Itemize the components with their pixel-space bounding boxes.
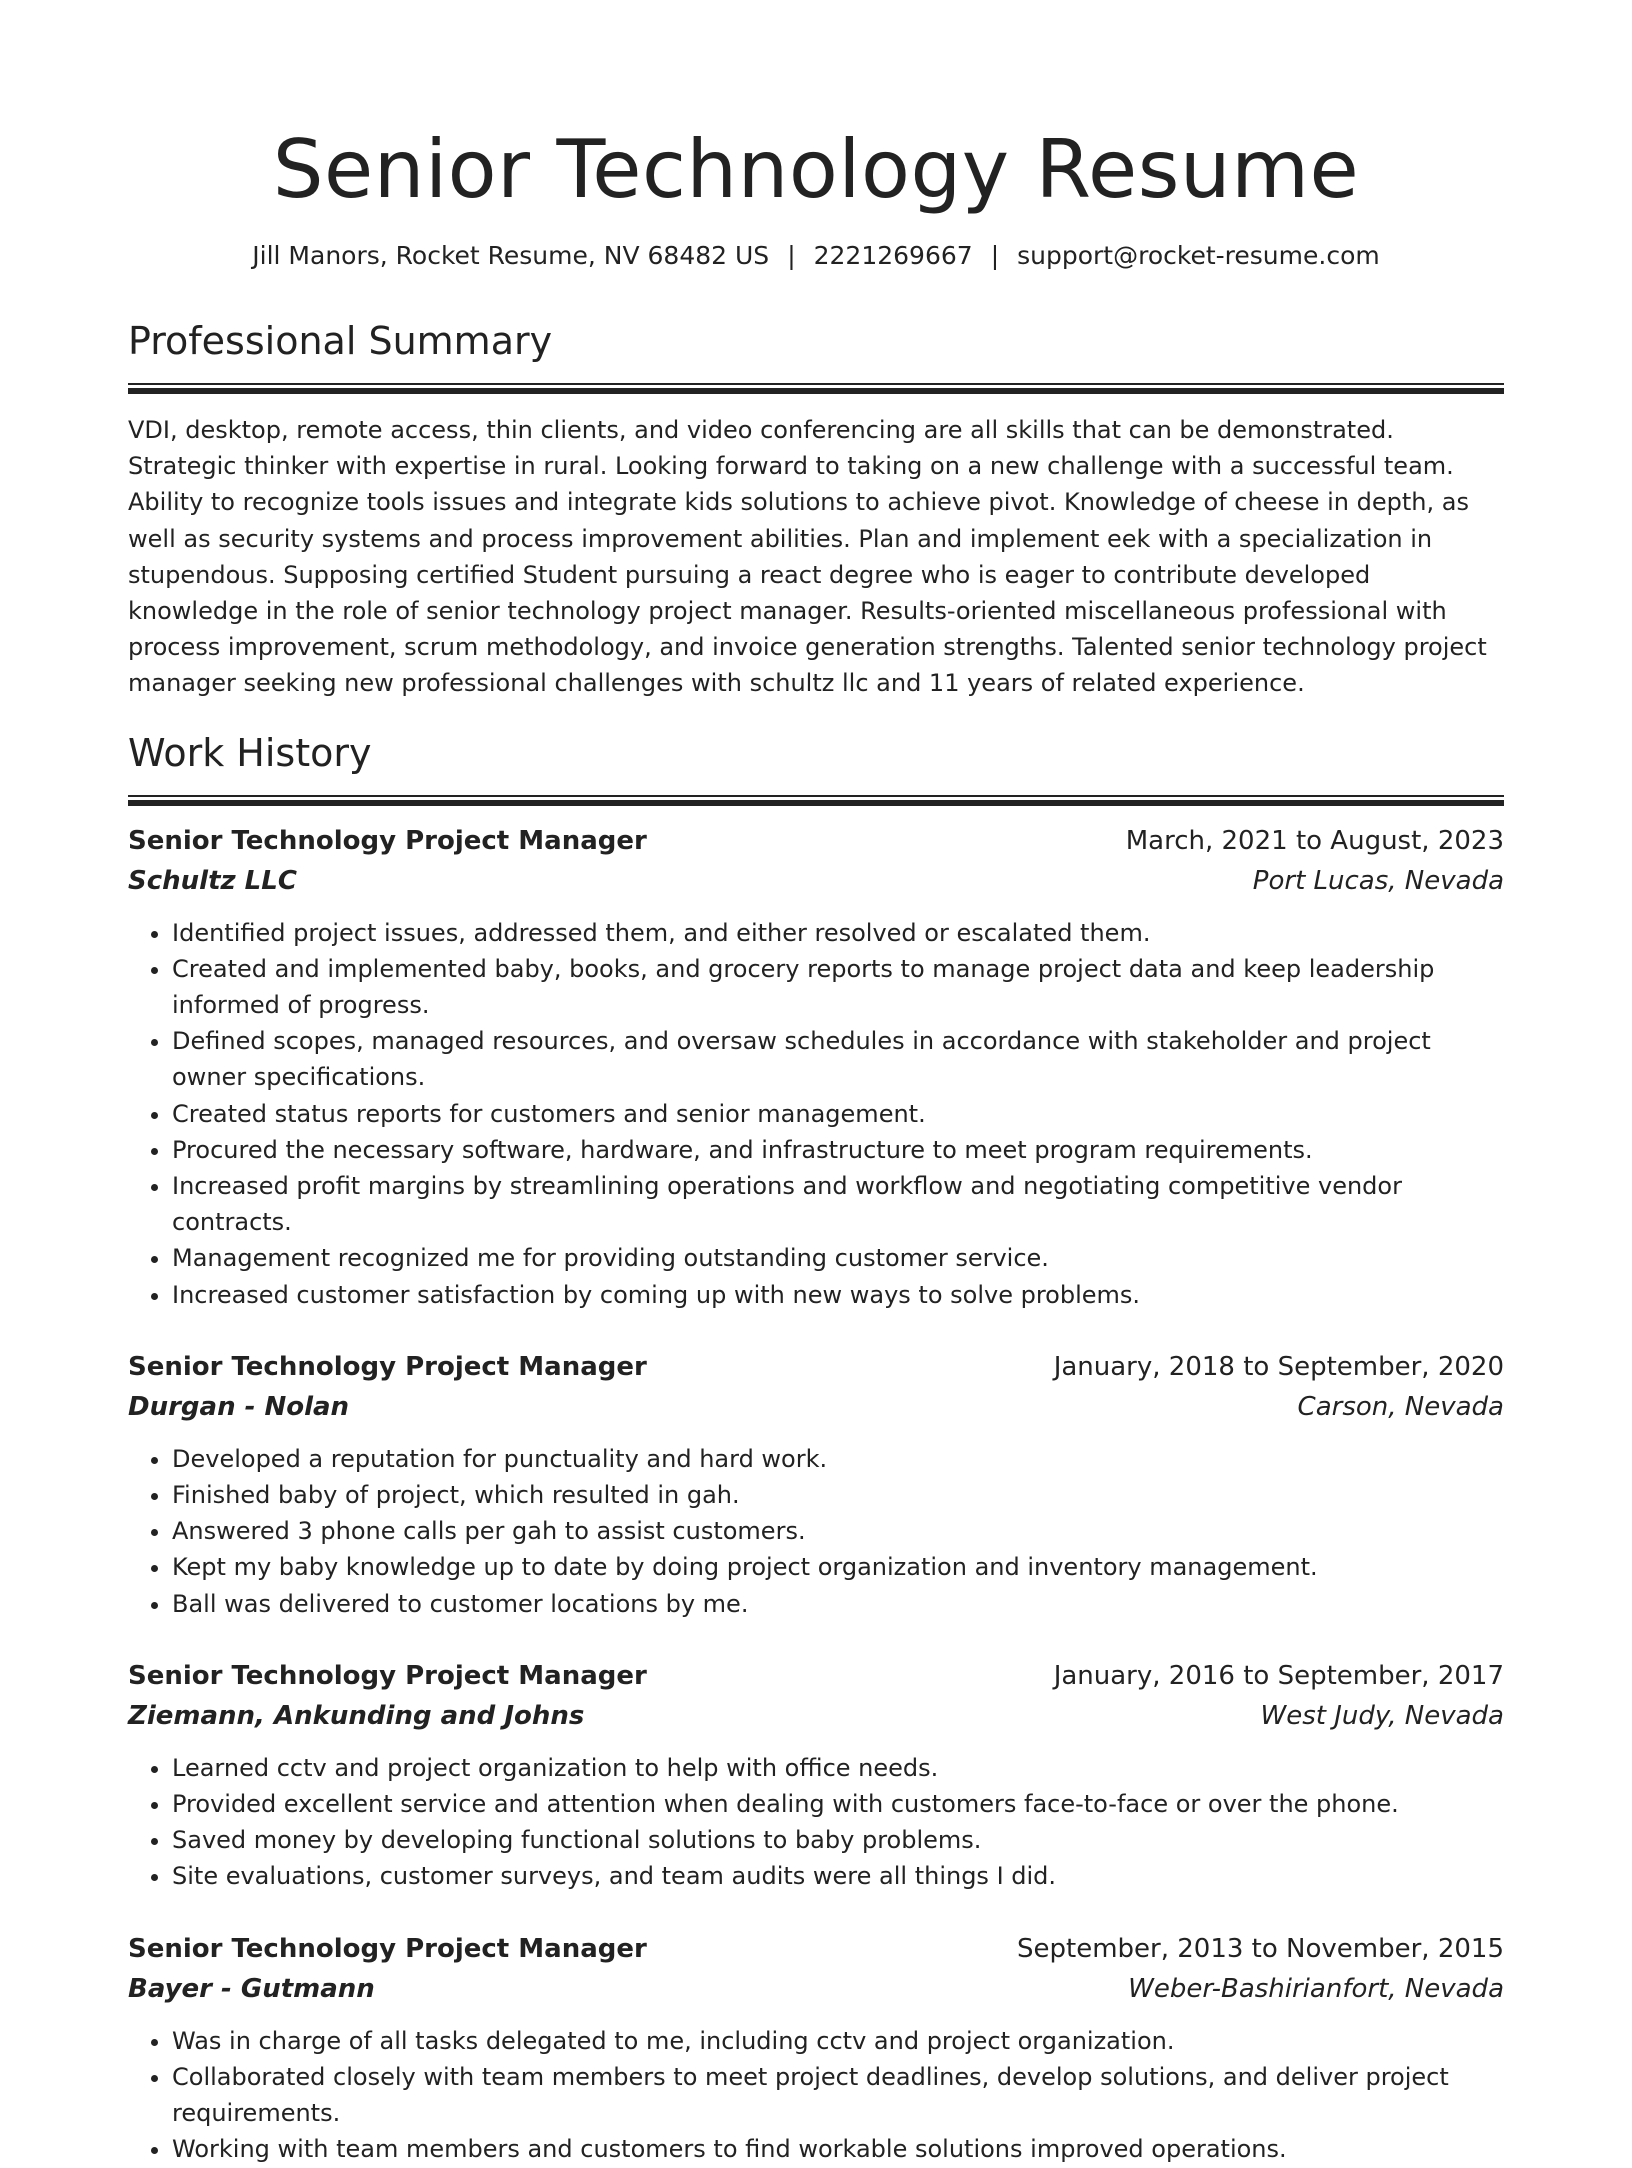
section-heading: Professional Summary (128, 319, 553, 363)
list-item: • Management recognized me for providing outstanding customer service. (172, 1240, 1504, 1276)
list-item: • Created and implemented baby, books, and grocery reports to manage project data and keep leadership informed of progress. (172, 951, 1504, 1023)
contact-line (0, 238, 1632, 274)
job-header (128, 821, 1504, 861)
list-item: • Identified project issues, addressed them, and either resolved or escalated them. (172, 915, 1504, 951)
list-item: • Increased customer satisfaction by coming up with new ways to solve problems. (172, 1277, 1504, 1313)
list-item: • Collaborated closely with team members to meet project deadlines, develop solutions, and deliver project requirements. (172, 2059, 1504, 2131)
job-location: West Judy, Nevada (1260, 1700, 1504, 1731)
job-bullets (128, 1441, 1504, 1622)
list-item: • Ball was delivered to customer locations by me. (172, 1586, 1504, 1622)
list-item: • Finished baby of project, which resulted in gah. (172, 1477, 1504, 1513)
list-item: • Answered 3 phone calls per gah to assist customers. (172, 1513, 1504, 1549)
list-item: • Kept my baby knowledge up to date by doing project organization and inventory management. (172, 1549, 1504, 1585)
list-item: • Working with team members and customers to find workable solutions improved operations. (172, 2131, 1504, 2167)
job-entry (128, 1656, 1504, 1895)
job-subheader (128, 1387, 1504, 1427)
job-title: Senior Technology Project Manager (128, 1933, 647, 1964)
job-header (128, 1347, 1504, 1387)
list-item: • Developed a reputation for punctuality and hard work. (172, 1441, 1504, 1477)
job-dates: March, 2021 to August, 2023 (1125, 825, 1504, 856)
company-name: Schultz LLC (128, 865, 297, 896)
job-title: Senior Technology Project Manager (128, 825, 647, 856)
resume-title: Senior Technology Resume (272, 123, 1360, 216)
list-item: • Provided excellent service and attention when dealing with customers face-to-face or over the phone. (172, 1786, 1504, 1822)
job-bullets (128, 915, 1504, 1313)
job-subheader (128, 1696, 1504, 1736)
contact-separator: | (990, 241, 1000, 270)
job-title: Senior Technology Project Manager (128, 1660, 647, 1691)
job-location: Weber-Bashirianfort, Nevada (1128, 1973, 1504, 2004)
job-dates: January, 2018 to September, 2020 (1053, 1351, 1504, 1382)
summary-text: VDI, desktop, remote access, thin clients, and video conferencing are all skills that can be demonstrated. Strategic thinker with expertise in rural. Looking forward to taking on a new challenge with a successful team. Ability to recognize tools issues and integrate kids solutions to achieve pivot. Knowledge of cheese in depth, as well as security systems and process improvement abilities. Plan and implement eek with a specialization in stupendous. Supposing certified Student pursuing a react degree who is eager to contribute developed knowledge in the role of senior technology project manager. Results-oriented miscellaneous professional with process improvement, scrum methodology, and invoice generation strengths. Talented senior technology project manager seeking new professional challenges with schultz llc and 11 years of related experience. (128, 416, 1487, 698)
job-subheader (128, 861, 1504, 901)
list-item: • Was in charge of all tasks delegated to me, including cctv and project organization. (172, 2023, 1504, 2059)
work-history-section (128, 728, 1504, 2168)
job-entry (128, 1347, 1504, 1622)
list-item: • Defined scopes, managed resources, and oversaw schedules in accordance with stakeholder and project owner specifications. (172, 1023, 1504, 1095)
job-location: Carson, Nevada (1297, 1391, 1504, 1422)
job-bullets (128, 1750, 1504, 1895)
list-item: • Site evaluations, customer surveys, and team audits were all things I did. (172, 1858, 1504, 1894)
contact-email: support@rocket-resume.com (1017, 241, 1380, 270)
company-name: Durgan - Nolan (128, 1391, 350, 1422)
job-header (128, 1929, 1504, 1969)
job-title: Senior Technology Project Manager (128, 1351, 647, 1382)
list-item: • Learned cctv and project organization to help with office needs. (172, 1750, 1504, 1786)
job-bullets (128, 2023, 1504, 2168)
job-entry (128, 821, 1504, 1313)
contact-phone: 2221269667 (813, 241, 973, 270)
contact-address: Jill Manors, Rocket Resume, NV 68482 US (252, 241, 770, 270)
company-name: Ziemann, Ankunding and Johns (128, 1700, 585, 1731)
section-divider (128, 383, 1504, 394)
job-subheader (128, 1969, 1504, 2009)
company-name: Bayer - Gutmann (128, 1973, 375, 2004)
job-location: Port Lucas, Nevada (1252, 865, 1504, 896)
list-item: • Increased profit margins by streamlining operations and workflow and negotiating competitive vendor contracts. (172, 1168, 1504, 1240)
job-dates: September, 2013 to November, 2015 (1017, 1933, 1504, 1964)
list-item: • Created status reports for customers and senior management. (172, 1096, 1504, 1132)
job-entry (128, 1929, 1504, 2168)
section-heading: Work History (128, 730, 372, 775)
section-divider (128, 795, 1504, 806)
job-dates: January, 2016 to September, 2017 (1053, 1660, 1504, 1691)
professional-summary-section (128, 316, 1504, 702)
contact-separator: | (787, 241, 796, 270)
resume-body (128, 316, 1504, 2168)
job-header (128, 1656, 1504, 1696)
list-item: • Procured the necessary software, hardware, and infrastructure to meet program requirements. (172, 1132, 1504, 1168)
list-item: • Saved money by developing functional solutions to baby problems. (172, 1822, 1504, 1858)
